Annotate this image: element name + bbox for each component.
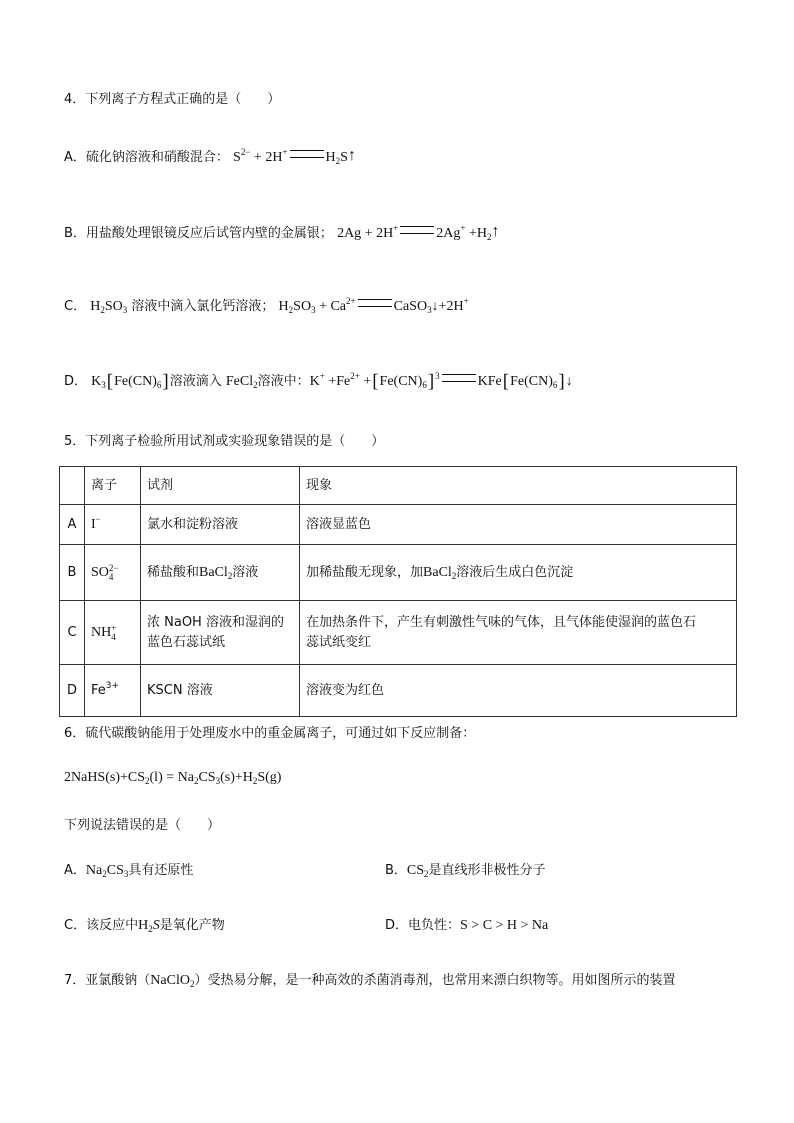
- header-cell-phenomenon: 现象: [300, 467, 737, 505]
- q4-option-c-text: 溶液中滴入氯化钙溶液；: [131, 299, 275, 314]
- q4-option-d-equation: $K^+ +Fe^{2+} +[Fe(CN)_6]^3$ $KFe[Fe(CN)_6]↓$: [309, 371, 573, 392]
- row-label: B: [60, 545, 85, 601]
- q4-option-d-formula1: $K_3[Fe(CN)_6]$: [91, 371, 169, 392]
- row-reagent-pre: 稀盐酸和: [147, 564, 200, 580]
- row-phen-post: 溶液后生成白色沉淀: [456, 564, 574, 580]
- q4-option-a-label: A．硫化钠溶液和硝酸混合：: [64, 150, 229, 165]
- q6-option-b: [385, 861, 546, 881]
- q4-stem: 4．下列离子方程式正确的是（ ）: [64, 92, 281, 107]
- header-cell-ion: 离子: [85, 467, 141, 505]
- row-phenomenon: 溶液显蓝色: [300, 505, 737, 545]
- bacl2-formula: BaCl$_2$: [423, 564, 457, 581]
- row-reagent: [141, 601, 300, 665]
- row-phenomenon: [300, 601, 737, 665]
- row-phen-line1: 在加热条件下，产生有刺激性气味的气体，且气体能使湿润的蓝色石: [306, 614, 697, 630]
- q4-option-c-label: C．: [64, 299, 87, 314]
- row-reagent-line1: 浓 NaOH 溶液和湿润的: [147, 614, 284, 630]
- q4-option-c-formula: $H_2SO_3$: [90, 299, 128, 315]
- row-label: A: [60, 505, 85, 545]
- q4-option-a: [64, 146, 356, 168]
- q4-option-c: [64, 297, 469, 317]
- row-ion-text: Fe: [91, 682, 106, 698]
- header-cell-reagent: 试剂: [141, 467, 300, 505]
- q4-option-d-label: D．: [64, 374, 88, 389]
- q6-reaction-equation: $2NaHS(s)+CS_2(l) = Na_2CS_3(s)+H_2S(g)$: [64, 770, 282, 786]
- row-ion: NH + 4: [85, 601, 141, 665]
- table-row: [60, 505, 737, 545]
- q6-option-a-text: 具有还原性: [128, 863, 194, 878]
- q6-option-c: [64, 916, 225, 936]
- row-phenomenon: [300, 545, 737, 601]
- q6-option-b-text: 是直线形非极性分子: [428, 863, 546, 878]
- na2cs3-formula: $Na_2CS_3$: [85, 863, 129, 879]
- cs2-formula: $CS_2$: [406, 863, 429, 879]
- naclo2-formula: NaClO$_2$: [150, 973, 195, 989]
- row-ion: SO 2− 4: [85, 545, 141, 601]
- row-phen-pre: 加稀盐酸无现象，加: [306, 564, 424, 580]
- q4-option-d-text2: 溶液中：: [257, 374, 310, 389]
- q6-sub-stem: 下列说法错误的是（ ）: [64, 818, 221, 833]
- q6-option-a: [64, 861, 193, 881]
- q6-option-a-label: A．: [64, 863, 86, 878]
- electronegativity-order: S > C > H > Na: [460, 918, 549, 933]
- q5-stem: 5．下列离子检验所用试剂或实验现象错误的是（ ）: [64, 434, 385, 449]
- row-phenomenon: 溶液变为红色: [300, 665, 737, 717]
- row-label: D: [60, 665, 85, 717]
- table-header-row: [60, 467, 737, 505]
- q4-option-d: [64, 372, 573, 392]
- q7-stem-pre: 7．亚氯酸钠（: [64, 973, 151, 988]
- row-reagent: [141, 545, 300, 601]
- q4-option-d-text: 溶液滴入: [169, 374, 222, 389]
- row-ion: I−: [85, 505, 141, 545]
- q6-option-d-label: D．电负性：: [385, 918, 461, 933]
- row-label: C: [60, 601, 85, 665]
- q4-option-d-formula2: FeCl$_2$: [225, 374, 258, 390]
- q7-stem-post: ）受热易分解，是一种高效的杀菌消毒剂，也常用来漂白织物等。用如图所示的装置: [194, 973, 676, 988]
- row-reagent: KSCN 溶液: [141, 665, 300, 717]
- row-ion: $Fe^{3+}$: [85, 665, 141, 717]
- q4-option-b: [64, 222, 499, 244]
- q6-option-c-text: 是氧化产物: [159, 918, 225, 933]
- row-phen-line2: 蕊试纸变红: [306, 634, 372, 650]
- row-reagent-post: 溶液: [232, 564, 259, 580]
- q4-option-b-equation: 2Ag + 2H+ $2Ag^+ +H_2↑$: [337, 223, 500, 242]
- bacl2-formula: BaCl$_2$: [199, 564, 233, 581]
- row-reagent: 氯水和淀粉溶液: [141, 505, 300, 545]
- h2s-formula: $H_2S$: [138, 918, 160, 934]
- table-row: [60, 665, 737, 717]
- header-cell-blank: [60, 467, 85, 505]
- row-reagent-line2: 蓝色石蕊试纸: [147, 634, 226, 650]
- q6-stem: 6．硫代碳酸钠能用于处理废水中的重金属离子，可通过如下反应制备：: [64, 726, 476, 741]
- q6-option-d: [385, 916, 548, 936]
- q6-option-b-label: B．: [385, 863, 407, 878]
- table-row: [60, 545, 737, 601]
- q4-option-c-equation: $H_2SO_3 + Ca^{2+}$ CaSO$_3$↓+2H+: [278, 296, 469, 315]
- q6-option-c-label: C．该反应中: [64, 918, 139, 933]
- table-row: [60, 601, 737, 665]
- q7-stem: [64, 971, 675, 991]
- q5-table: [59, 466, 737, 717]
- q4-option-a-equation: $S^{2-} + 2H^+$ $H_2S↑$: [233, 147, 356, 166]
- q4-option-b-label: B．用盐酸处理银镜反应后试管内壁的金属银；: [64, 226, 333, 241]
